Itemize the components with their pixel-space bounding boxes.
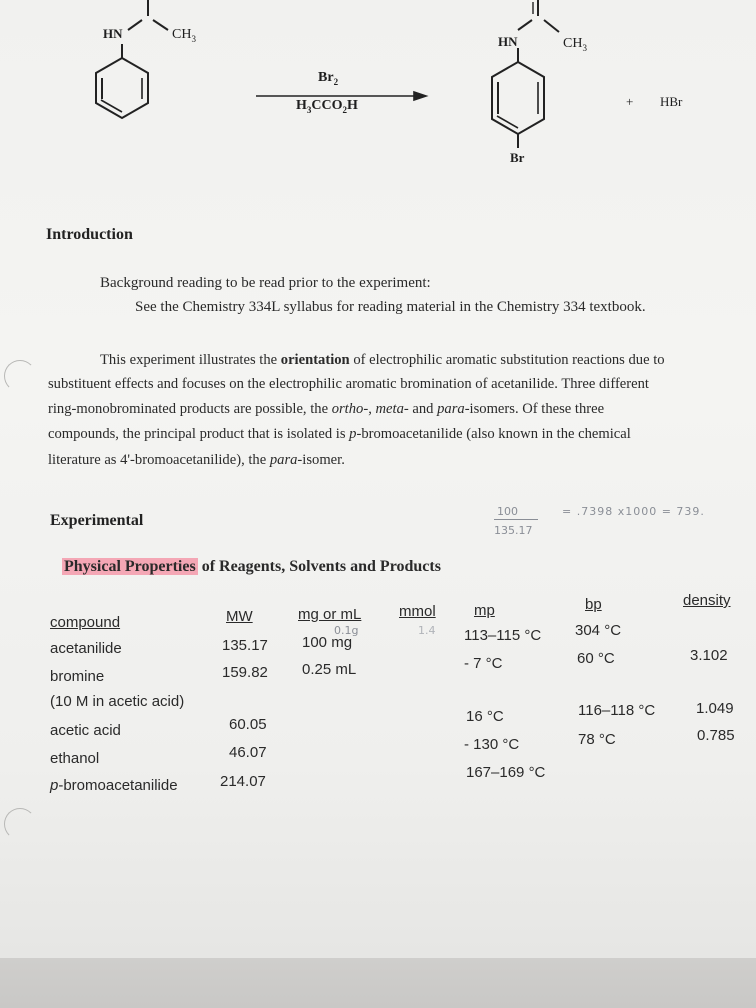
intro-paragraph-line-1: This experiment illustrates the orientation of electrophilic aromatic substitution reactions due to	[100, 352, 665, 368]
handwritten-numerator: 100	[497, 505, 518, 518]
intro-paragraph-line-4: compounds, the principal product that is isolated is p-bromoacetanilide (also known in the chemical	[48, 426, 631, 442]
background-surface	[0, 958, 756, 1008]
cell-density-acetic-acid: 1.049	[696, 700, 734, 717]
table-title-highlight: Physical Properties	[64, 558, 196, 575]
reactant-nh-label: HN	[103, 26, 123, 41]
cell-compound-acetanilide: acetanilide	[50, 640, 122, 657]
background-reading-line: Background reading to be read prior to the experiment:	[100, 275, 431, 291]
cell-compound-p-bromoacetanilide: p-bromoacetanilide	[50, 777, 178, 794]
cell-density-ethanol: 0.785	[697, 727, 735, 744]
experimental-heading: Experimental	[50, 512, 144, 529]
cell-mw-ethanol: 46.07	[229, 744, 267, 761]
reagent-br2-label: $Br_2$	[318, 70, 339, 87]
introduction-heading: Introduction	[46, 226, 133, 243]
cell-bp-acetic-acid: 116–118 °C	[578, 702, 656, 719]
cell-mw-bromine: 159.82	[222, 664, 268, 681]
header-compound: compound	[50, 614, 121, 631]
cell-bp-ethanol: 78 °C	[578, 731, 616, 748]
hbr-label: HBr	[660, 94, 683, 109]
cell-mp-ethanol: - 130 °C	[464, 736, 520, 753]
acetanilide-structure	[96, 0, 168, 118]
header-mmol: mmol	[399, 603, 436, 620]
syllabus-line: See the Chemistry 334L syllabus for reading material in the Chemistry 334 textbook.	[135, 299, 646, 315]
handwritten-fraction-bar	[494, 519, 538, 520]
handwritten-denominator: 135.17	[494, 524, 533, 537]
handwritten-mmol-note: 1.4	[418, 624, 436, 637]
cell-mp-bromine: - 7 °C	[464, 655, 503, 672]
cell-bp-bromine: 60 °C	[577, 650, 615, 667]
product-nh-label: HN	[498, 34, 518, 49]
header-mw: MW	[226, 608, 253, 625]
cell-compound-bromine: bromine	[50, 668, 105, 685]
cell-compound-bromine-note: (10 M in acetic acid)	[50, 693, 185, 710]
handwritten-amount-note: 0.1g	[334, 624, 359, 637]
intro-paragraph-line-5: literature as 4'-bromoacetanilide), the para-isomer.	[48, 452, 345, 468]
reactant-ch3-label: $CH_3$	[172, 27, 196, 44]
intro-paragraph-line-3: ring-monobrominated products are possible, the ortho-, meta- and para-isomers. Of these three	[48, 401, 605, 417]
product-ch3-label: $CH_3$	[563, 36, 587, 53]
cell-mp-acetic-acid: 16 °C	[466, 708, 504, 725]
intro-paragraph-line-2: substituent effects and focuses on the electrophilic aromatic bromination of acetanilide. Three different	[48, 376, 649, 392]
cell-compound-ethanol: ethanol	[50, 750, 100, 767]
cell-mp-p-bromoacetanilide: 167–169 °C	[466, 764, 546, 781]
plus-sign: +	[626, 94, 634, 109]
table-title-rest: of Reagents, Solvents and Products	[197, 558, 441, 575]
reagent-acetic-acid-label: $H_3CCO_2H$	[296, 98, 358, 115]
cell-amount-bromine: 0.25 mL	[302, 661, 357, 678]
cell-mp-acetanilide: 113–115 °C	[464, 627, 542, 644]
header-bp: bp	[585, 596, 602, 613]
handwritten-result: = .7398 x1000 = 739.	[562, 505, 705, 518]
punch-hole-lower	[4, 808, 36, 840]
table-title	[62, 558, 441, 576]
cell-mw-acetanilide: 135.17	[222, 637, 268, 654]
header-density: density	[683, 592, 731, 609]
punch-hole-upper	[4, 360, 36, 392]
cell-amount-acetanilide: 100 mg	[302, 634, 353, 651]
p-bromoacetanilide-structure	[492, 0, 559, 148]
cell-compound-acetic-acid: acetic acid	[50, 722, 121, 739]
cell-mw-acetic-acid: 60.05	[229, 716, 267, 733]
header-mp: mp	[474, 602, 495, 619]
cell-bp-acetanilide: 304 °C	[575, 622, 622, 639]
product-br-label: Br	[510, 150, 525, 165]
cell-mw-p-bromoacetanilide: 214.07	[220, 773, 266, 790]
cell-density-bromine: 3.102	[690, 647, 728, 664]
header-mg-or-ml: mg or mL	[298, 606, 362, 623]
